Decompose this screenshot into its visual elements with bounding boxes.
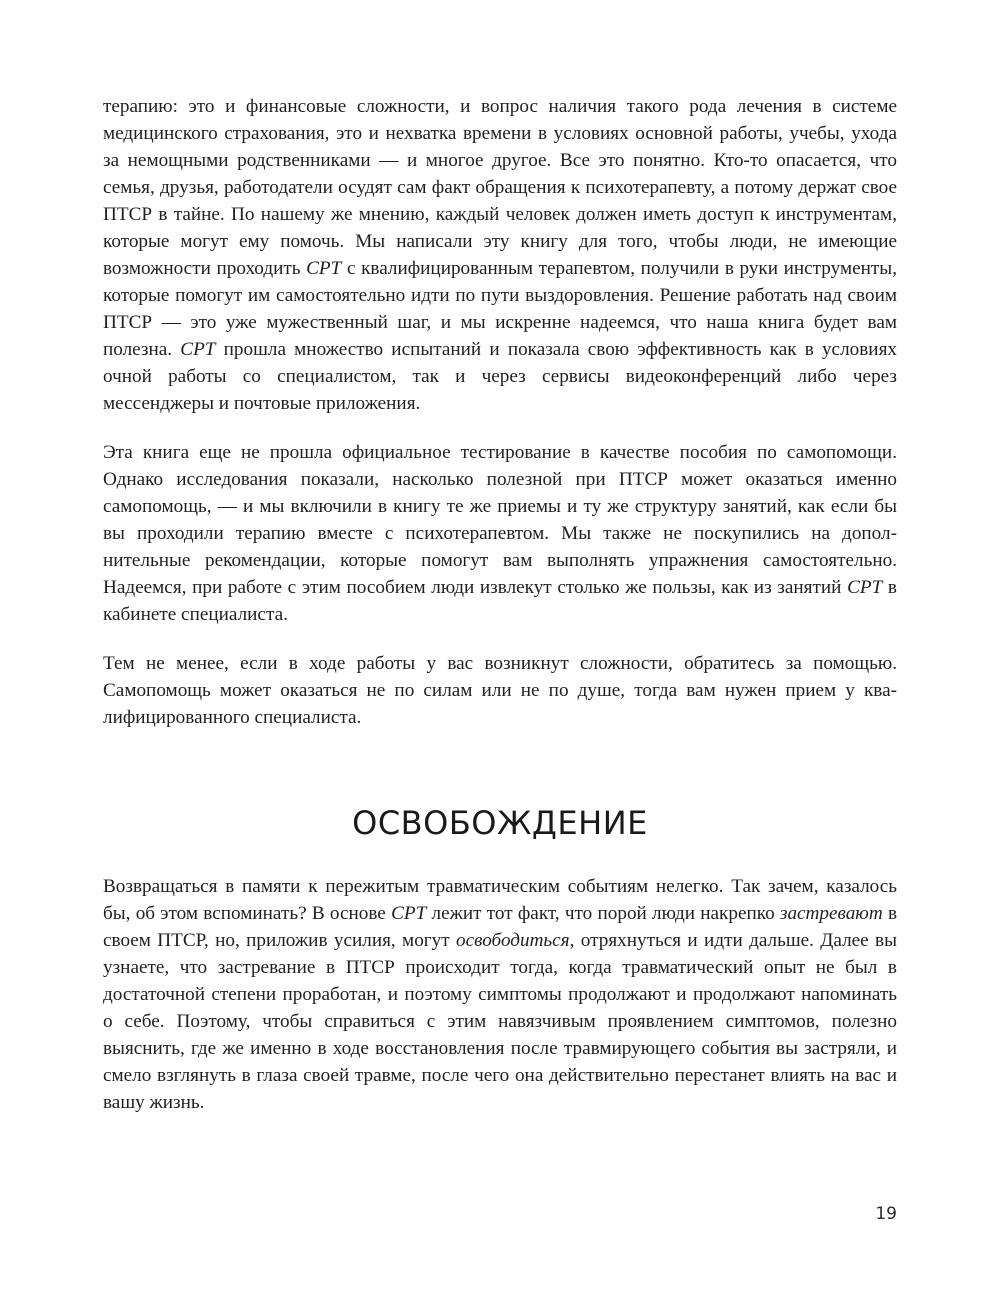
text-segment: прошла множество испытаний и показала свою эффективность как в условиях очной работы со специалистом, так и через сервисы видеоконференций либо через мессенджеры и почтовые приложения.	[103, 339, 897, 414]
italic-text: CPT	[847, 577, 883, 598]
text-segment: в своем ПТСР, но, приложив усилия, могут	[103, 903, 898, 951]
text-segment: Тем не менее, если в ходе работы у вас возникнут сложности, обратитесь за помощью. Самопомощь может оказаться не по силам или не по душе, тогда вам нужен прием у квалифицированного специалиста.	[103, 653, 897, 728]
italic-text: CPT	[391, 903, 427, 924]
paragraph	[103, 93, 897, 417]
text-segment: лежит тот факт, что порой люди накрепко	[426, 903, 780, 924]
paragraph	[103, 650, 897, 731]
section-paragraphs	[103, 873, 897, 1116]
paragraph	[103, 873, 897, 1116]
paragraph	[103, 439, 897, 628]
text-segment: Возвращаться в памяти к пережитым травматическим событиям нелегко. Так зачем, казалось бы, об этом вспоминать? В основе	[103, 876, 897, 924]
text-segment: Эта книга еще не прошла официальное тестирование в качестве пособия по самопомощи. Однако исследования показали, насколько полезной при ПТСР может оказаться именно самопомощь, — и мы включили в книгу те же приемы и ту же структуру занятий, как если бы вы проходили терапию вместе с психотерапевтом. Мы также не поскупились на дополнительные рекомендации, которые помогут вам выполнять упражнения самостоятельно. Надеемся, при работе с этим пособием люди извлекут столько же пользы, как из занятий	[103, 442, 897, 598]
section-heading: ОСВОБОЖДЕНИЕ	[352, 804, 648, 842]
page-number: 19	[875, 1204, 897, 1224]
text-segment: терапию: это и финансовые сложности, и вопрос наличия такого рода лечения в системе медицинского страхования, это и нехватка времени в условиях основной работы, учебы, ухода за немощными родственниками — и многое другое. Все это понятно. Кто-то опасается, что семья, друзья, работодатели осудят сам факт обращения к психотерапевту, а потому держат свое ПТСР в тайне. По нашему же мнению, каждый человек должен иметь доступ к инструментам, которые могут ему помочь. Мы написали эту книгу для того, чтобы люди, не имеющие возможности проходить	[103, 96, 897, 279]
text-segment: с квалифицированным терапевтом, получили в руки инструменты, которые помогут им самостоятельно идти по пути выздоровления. Решение работать над своим ПТСР — это уже мужественный шаг, и мы искренне надеемся, что наша книга будет вам полезна.	[103, 258, 897, 360]
italic-text: CPT	[306, 258, 342, 279]
text-segment: , отряхнуться и идти дальше. Далее вы узнаете, что застревание в ПТСР происходит тогда, когда травматический опыт не был в достаточной степени проработан, и поэтому симптомы продолжают и продолжают напоминать о себе. Поэтому, чтобы справиться с этим навязчивым проявлением симптомов, полезно выяснить, где же именно в ходе восстановления после травмирующего события вы застряли, и смело взглянуть в глаза своей травме, после чего она действительно перестанет влиять на вас и вашу жизнь.	[103, 930, 897, 1113]
italic-text: CPT	[180, 339, 216, 360]
text-segment: в кабинете специалиста.	[103, 577, 897, 625]
page-body	[103, 93, 897, 1138]
intro-paragraphs	[103, 93, 897, 731]
italic-text: освободиться	[456, 930, 570, 951]
italic-text: застревают	[779, 903, 883, 924]
